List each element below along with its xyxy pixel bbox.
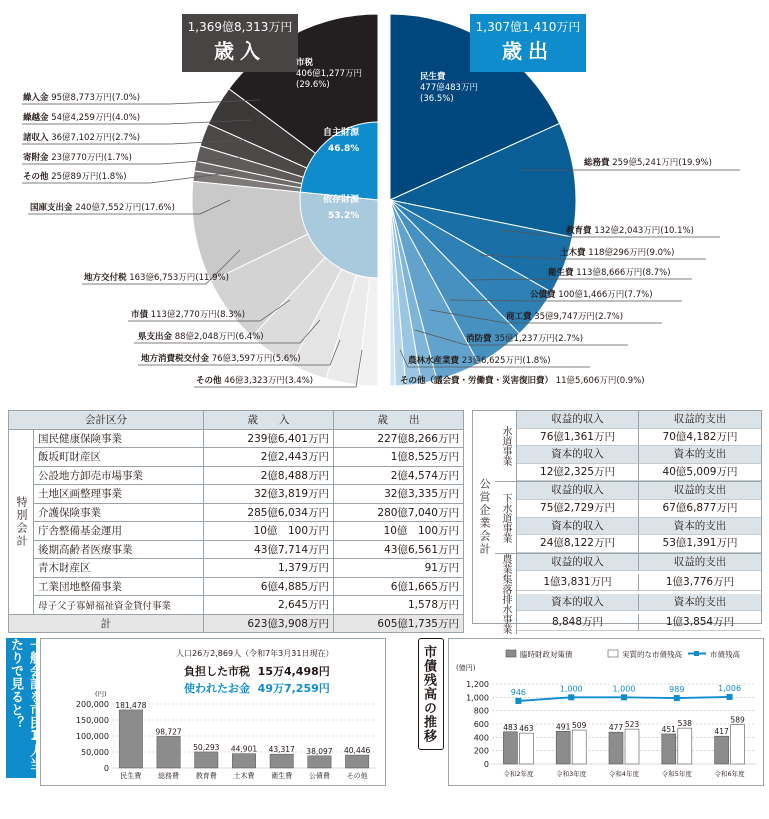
public-enterprise-panel (472, 410, 762, 634)
per-capita-side-banner (6, 638, 42, 778)
enterprise-header-cell: 収益的収入 (517, 482, 639, 500)
account-name: 母子父子寡婦福祉資金貸付事業 (34, 596, 204, 615)
revenue-label-prefecture: 県支出金 88億2,048万円(6.4%) (138, 332, 264, 342)
public-enterprise-label: 公営企業会計 (478, 478, 491, 556)
enterprise-section (495, 411, 761, 482)
temporary-bond-bar (715, 736, 729, 764)
category-label: 公債費 (308, 772, 330, 780)
per-capita-bar-chart (40, 690, 386, 786)
account-name: 青木財産区 (34, 559, 204, 578)
bar-value-label: 538 (677, 719, 692, 729)
total-debt-label: 946 (510, 687, 527, 697)
y-tick-label: 1,200 (466, 680, 489, 689)
per-capita-bar (270, 754, 293, 768)
enterprise-value-cell: 1億3,831万円 (517, 574, 639, 592)
special-accounts-total-row (9, 614, 464, 633)
revenue-label-other-dependent: その他 46億3,323万円(3.4%) (196, 376, 314, 386)
enterprise-header-cell: 資本的支出 (639, 594, 761, 612)
y-unit-label: (円) (95, 690, 107, 698)
bar-value-label: 38,097 (306, 746, 333, 756)
expenditure-label-general: 総務費 259億5,241万円(19.9%) (584, 158, 712, 168)
bar-value-label: 50,293 (193, 742, 220, 752)
per-capita-bar (345, 755, 368, 768)
enterprise-header-cell: 資本的支出 (639, 446, 761, 464)
account-name: 国民健康保険事業 (34, 429, 204, 448)
effective-debt-bar (519, 733, 533, 764)
enterprise-name: 水道事業 (495, 411, 517, 481)
y-tick-label: 0 (103, 764, 109, 773)
own-revenue-label: 自主財源 (323, 128, 360, 138)
special-accounts-header (9, 411, 464, 430)
special-account-row (9, 503, 464, 522)
temporary-bond-bar (662, 734, 676, 764)
per-capita-bar (157, 736, 180, 768)
tax-burden: 負担した市税 15万4,498円 (184, 665, 330, 678)
category-label: 教育費 (195, 772, 217, 780)
account-expenditure: 91万円 (334, 559, 464, 578)
revenue-label-national: 国庫支出金 240億7,552万円(17.6%) (30, 203, 175, 213)
revenue-label-consumption-tax: 地方消費税交付金 76億3,597万円(5.6%) (141, 354, 301, 364)
expenditure-label-education: 教育費 132億2,043万円(10.1%) (566, 226, 694, 236)
total-debt-marker (674, 695, 680, 701)
expenditure-title-box (470, 14, 586, 72)
bar-value-label: 44,901 (230, 744, 258, 754)
category-label: 土木費 (233, 772, 255, 780)
effective-debt-bar (731, 725, 745, 764)
header-revenue: 歳 入 (204, 411, 334, 430)
account-expenditure: 227億8,266万円 (334, 429, 464, 448)
category-label: 衛生費 (271, 772, 293, 780)
bar-value-label: 451 (661, 724, 676, 734)
y-tick-label: 200 (473, 746, 489, 756)
category-label: 令和6年度 (714, 770, 745, 778)
total-debt-marker (515, 698, 521, 704)
per-capita-side-title: 一般会計を市民1人当たりで見ると？ (8, 638, 42, 770)
expenditure-label-other: その他（議会費・労働費・災害復旧費） 11億5,606万円(0.9%) (400, 376, 645, 386)
account-revenue: 32億3,819万円 (204, 485, 334, 504)
header-expenditure: 歳 出 (334, 411, 464, 430)
category-label: 令和2年度 (503, 770, 534, 778)
legend-swatch (506, 650, 516, 657)
expenditure-label-commerce: 商工費 35億9,747万円(2.7%) (506, 312, 624, 322)
account-revenue: 239億6,401万円 (204, 429, 334, 448)
effective-debt-bar (625, 729, 639, 764)
enterprise-name: 農業集落排水事業 (495, 554, 517, 634)
enterprise-header-cell: 資本的支出 (639, 518, 761, 536)
enterprise-value-cell: 1億3,854万円 (639, 614, 761, 632)
account-revenue: 285億6,034万円 (204, 503, 334, 522)
population-note: 人口26万2,869人（令和7年3月31日現在） (176, 649, 334, 658)
bar-value-label: 523 (624, 720, 640, 730)
per-capita-bar (232, 754, 255, 768)
enterprise-value-cell: 67億6,877万円 (639, 500, 761, 518)
revenue-total: 1,369億8,313万円 (187, 20, 293, 34)
enterprise-header-cell: 収益的支出 (639, 482, 761, 500)
revenue-label-misc: 諸収入 36億7,102万円(2.7%) (23, 133, 141, 143)
revenue-label-transfer: 繰入金 95億8,773万円(7.0%) (23, 93, 141, 103)
bar-value-label: 491 (556, 722, 571, 732)
enterprise-name: 下水道事業 (495, 482, 517, 552)
temporary-bond-bar (556, 731, 570, 764)
account-expenditure: 1,578万円 (334, 596, 464, 615)
total-revenue: 623億3,908万円 (204, 614, 334, 633)
y-tick-label: 600 (473, 720, 489, 729)
y-tick-label: 400 (473, 733, 489, 743)
bar-value-label: 463 (519, 724, 534, 734)
account-expenditure: 43億6,561万円 (334, 540, 464, 559)
special-account-row (9, 522, 464, 541)
revenue-label-local-allocation: 地方交付税 163億6,753万円(11.9%) (84, 273, 229, 283)
enterprise-header-cell: 収益的収入 (517, 554, 639, 572)
enterprise-value-cell: 40億5,009万円 (639, 464, 761, 482)
revenue-label-donations: 寄附金 23億770万円(1.7%) (23, 153, 132, 163)
y-tick-label: 0 (483, 760, 489, 769)
expenditure-title: 歳出 (502, 39, 554, 63)
account-expenditure: 10億 100万円 (334, 522, 464, 541)
enterprise-header-cell: 資本的収入 (517, 518, 639, 536)
spent-money: 使われたお金 49万7,259円 (184, 682, 330, 695)
y-tick-label: 50,000 (81, 748, 109, 757)
enterprise-value-cell: 8,848万円 (517, 614, 639, 632)
account-expenditure: 32億3,335万円 (334, 485, 464, 504)
category-label: 総務費 (158, 772, 180, 780)
account-revenue: 6億4,885万円 (204, 577, 334, 596)
account-expenditure: 6億1,665万円 (334, 577, 464, 596)
account-expenditure: 1億8,525万円 (334, 448, 464, 467)
account-revenue: 2億2,443万円 (204, 448, 334, 467)
legend-label: 実質的な市債残高 (622, 650, 682, 659)
revenue-title: 歳入 (214, 39, 266, 63)
header-category: 会計区分 (9, 411, 204, 430)
category-label: その他 (346, 772, 368, 780)
total-expenditure: 605億1,735万円 (334, 614, 464, 633)
expenditure-label-debt: 公債費 100億1,466万円(7.7%) (530, 290, 653, 300)
special-accounts-table (8, 410, 464, 633)
account-name: 土地区画整理事業 (34, 485, 204, 504)
bar-value-label: 589 (730, 715, 745, 725)
revenue-label-tax: 市税 406億1,277万円 (29.6%) (296, 58, 363, 90)
account-revenue: 10億 100万円 (204, 522, 334, 541)
enterprise-header-cell: 資本的収入 (517, 446, 639, 464)
expenditure-label-agriculture: 農林水産業費 23億6,625万円(1.8%) (408, 356, 551, 366)
special-account-row (9, 596, 464, 615)
temporary-bond-bar (609, 732, 623, 764)
revenue-label-bonds: 市債 113億2,770万円(8.3%) (131, 310, 246, 320)
expenditure-label-health: 衛生費 113億8,666万円(8.7%) (548, 268, 671, 278)
special-account-row (9, 577, 464, 596)
enterprise-section (495, 482, 761, 553)
legend-label: 臨時財政対策債 (520, 650, 573, 659)
enterprise-header-cell: 収益的収入 (517, 411, 639, 429)
account-name: 後期高齢者医療事業 (34, 540, 204, 559)
debt-chart (448, 640, 764, 786)
account-expenditure: 2億4,574万円 (334, 466, 464, 485)
enterprise-section (495, 554, 761, 634)
category-label: 令和4年度 (608, 770, 640, 778)
enterprise-header-cell: 資本的収入 (517, 594, 639, 612)
debt-side-banner (418, 638, 444, 750)
special-account-row (9, 448, 464, 467)
dependent-revenue-pct: 53.2% (328, 211, 360, 221)
expenditure-label-fire: 消防費 35億1,237万円(2.7%) (466, 334, 584, 344)
category-label: 民生費 (120, 772, 142, 780)
total-debt-marker (727, 694, 733, 700)
y-tick-label: 200,000 (75, 700, 109, 709)
effective-debt-bar (678, 728, 692, 764)
debt-side-title: 市債残高の推移 (421, 645, 436, 743)
legend-label: 市債残高 (710, 650, 740, 659)
revenue-label-carryover: 繰越金 54億4,259万円(4.0%) (23, 113, 141, 123)
total-debt-label: 989 (669, 685, 685, 695)
total-debt-marker (568, 694, 574, 700)
bar-value-label: 477 (608, 723, 624, 733)
account-name: 公設地方卸売市場事業 (34, 466, 204, 485)
total-debt-label: 1,006 (718, 683, 742, 693)
temporary-bond-bar (503, 732, 517, 764)
account-name: 工業団地整備事業 (34, 577, 204, 596)
total-debt-label: 1,000 (612, 684, 636, 694)
account-revenue: 2億8,488万円 (204, 466, 334, 485)
total-debt-label: 1,000 (559, 684, 583, 694)
own-revenue-pct: 46.8% (328, 144, 360, 154)
legend-swatch (608, 650, 618, 657)
enterprise-value-cell: 76億1,361万円 (517, 429, 639, 447)
per-capita-bar (119, 710, 142, 768)
account-revenue: 43億7,714万円 (204, 540, 334, 559)
special-account-row (9, 466, 464, 485)
enterprise-value-cell: 75億2,729万円 (517, 500, 639, 518)
y-unit-label: (億円) (456, 664, 476, 672)
enterprise-header-cell: 収益的支出 (639, 411, 761, 429)
dependent-revenue-label: 依存財源 (323, 195, 360, 205)
y-tick-label: 800 (473, 706, 489, 716)
effective-debt-bar (572, 730, 586, 764)
expenditure-label-welfare: 民生費 477億483万円 (36.5%) (420, 72, 478, 104)
account-name: 介護保険事業 (34, 503, 204, 522)
y-tick-label: 1,000 (466, 693, 489, 703)
bar-value-label: 40,446 (344, 746, 371, 756)
enterprise-value-cell: 12億2,325万円 (517, 464, 639, 482)
expenditure-total: 1,307億1,410万円 (475, 20, 581, 34)
bar-value-label: 43,317 (268, 745, 295, 755)
enterprise-header-cell: 収益的支出 (639, 554, 761, 572)
bar-value-label: 483 (503, 722, 518, 732)
special-account-row (9, 559, 464, 578)
revenue-title-box (182, 14, 298, 72)
revenue-label-other-own: その他 25億89万円(1.8%) (23, 172, 127, 182)
account-revenue: 1,379万円 (204, 559, 334, 578)
enterprise-value-cell: 1億3,776万円 (639, 574, 761, 592)
enterprise-value-cell: 53億1,391万円 (639, 535, 761, 553)
budget-pie-charts (0, 0, 769, 400)
special-account-row (9, 429, 464, 448)
total-debt-marker (621, 694, 627, 700)
legend-marker (694, 651, 699, 656)
y-tick-label: 150,000 (75, 716, 109, 725)
expenditure-label-civil: 土木費 118億296万円(9.0%) (560, 248, 675, 258)
special-accounts-group-label: 特別会計 (9, 429, 34, 614)
bar-value-label: 181,478 (115, 700, 147, 710)
special-account-row (9, 540, 464, 559)
per-capita-bar (195, 752, 218, 768)
total-label: 計 (9, 614, 204, 633)
account-expenditure: 280億7,040万円 (334, 503, 464, 522)
enterprise-value-cell: 70億4,182万円 (639, 429, 761, 447)
bar-value-label: 98,727 (155, 727, 182, 737)
account-revenue: 2,645万円 (204, 596, 334, 615)
category-label: 令和5年度 (661, 770, 692, 778)
special-account-row (9, 485, 464, 504)
account-name: 飯坂町財産区 (34, 448, 204, 467)
bar-value-label: 417 (714, 727, 729, 737)
enterprise-value-cell: 24億8,122万円 (517, 535, 639, 553)
account-name: 庁舎整備基金運用 (34, 522, 204, 541)
category-label: 令和3年度 (556, 770, 587, 778)
y-tick-label: 100,000 (75, 732, 109, 741)
bar-value-label: 509 (572, 721, 587, 731)
per-capita-bar (308, 756, 331, 768)
